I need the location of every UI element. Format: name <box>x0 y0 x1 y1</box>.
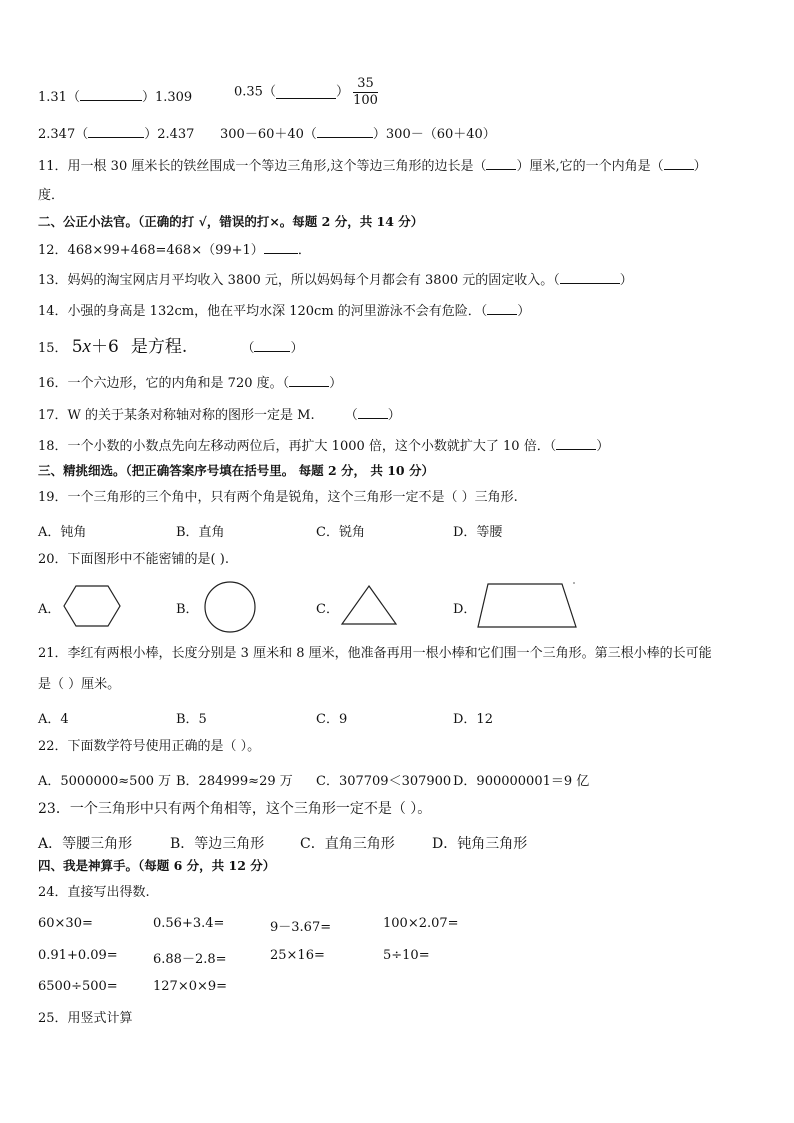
question-20: 20．下面图形中不能密铺的是( ). <box>38 552 229 567</box>
calc-item: 0.56+3.4= <box>153 916 225 931</box>
answer-blank[interactable] <box>254 340 290 352</box>
answer-blank[interactable] <box>560 272 620 284</box>
q19-option-b[interactable]: B．直角 <box>176 525 225 540</box>
answer-blank[interactable] <box>289 375 329 387</box>
expression: 5x＋6 <box>71 336 119 357</box>
question-18: 18．一个小数的小数点先向左移动两位后，再扩大 1000 倍，这个小数就扩大了 10 倍．（ ） <box>38 439 610 454</box>
question-21-line1: 21．李红有两根小棒，长度分别是 3 厘米和 8 厘米，他准备再用一根小棒和它们围一个三角形。第三根小棒的长可能 <box>38 646 712 661</box>
question-24: 24．直接写出得数. <box>38 885 150 900</box>
compare-row-1a: 1.31（ ）1.309 <box>38 90 193 105</box>
trapezoid-shape <box>474 579 580 631</box>
question-16: 16．一个六边形，它的内角和是 720 度。（ ） <box>38 376 343 391</box>
q23-option-b[interactable]: B．等边三角形 <box>170 836 265 852</box>
q20-option-c-label[interactable]: C． <box>316 602 339 617</box>
question-25: 25．用竖式计算 <box>38 1011 133 1026</box>
answer-blank[interactable] <box>276 87 336 99</box>
answer-blank[interactable] <box>556 438 596 450</box>
compare-row-1b: 0.35（ ） $\frac{35}{100}$ <box>234 76 378 108</box>
fraction: $\frac{35}{100}$ <box>353 76 378 108</box>
calc-item: 60×30= <box>38 916 93 931</box>
circle-shape <box>203 580 257 634</box>
calc-item: 6.88－2.8= <box>153 952 227 967</box>
answer-blank[interactable] <box>264 242 298 254</box>
q22-option-d[interactable]: D．900000001＝9 亿 <box>453 774 590 789</box>
q19-option-d[interactable]: D．等腰 <box>453 525 503 540</box>
q21-option-c[interactable]: C．9 <box>316 712 348 727</box>
question-14: 14．小强的身高是 132cm，他在平均水深 120cm 的河里游泳不会有危险．（ ） <box>38 304 531 319</box>
question-17: 17．W 的关于某条对称轴对称的图形一定是 M. （ ） <box>38 408 401 423</box>
question-19: 19．一个三角形的三个角中，只有两个角是锐角，这个三角形一定不是（ ）三角形. <box>38 490 518 505</box>
compare-row-2a: 2.347（ ）2.437 <box>38 127 195 142</box>
question-11-line2: 度． <box>38 188 65 203</box>
answer-blank[interactable] <box>486 158 516 170</box>
calc-item: 9－3.67= <box>270 920 332 935</box>
answer-blank[interactable] <box>88 126 144 138</box>
q21-option-a[interactable]: A．4 <box>38 712 69 727</box>
calc-item: 100×2.07= <box>383 916 459 931</box>
triangle-shape <box>339 584 399 626</box>
q23-option-d[interactable]: D．钝角三角形 <box>432 836 528 852</box>
question-22: 22．下面数学符号使用正确的是（ ）。 <box>38 739 261 754</box>
q19-option-a[interactable]: A．钝角 <box>38 525 87 540</box>
hexagon-shape <box>62 584 122 628</box>
q21-option-b[interactable]: B．5 <box>176 712 207 727</box>
answer-blank[interactable] <box>317 126 373 138</box>
question-21-line2: 是（ ）厘米。 <box>38 677 121 692</box>
calc-item: 6500÷500= <box>38 979 118 994</box>
answer-blank[interactable] <box>487 303 517 315</box>
compare-row-2b: 300－60＋40（ ）300－（60＋40） <box>220 127 496 142</box>
q20-option-a-label[interactable]: A． <box>38 602 61 617</box>
q21-option-d[interactable]: D．12 <box>453 712 493 727</box>
question-12: 12．468×99+468=468×（99+1） ． <box>38 243 311 258</box>
calc-item: 127×0×9= <box>153 979 228 994</box>
q22-option-b[interactable]: B．284999≈29 万 <box>176 774 293 789</box>
q20-option-b-label[interactable]: B． <box>176 602 199 617</box>
answer-blank[interactable] <box>664 158 694 170</box>
calc-item: 25×16= <box>270 948 325 963</box>
question-13: 13．妈妈的淘宝网店月平均收入 3800 元，所以妈妈每个月都会有 3800 元的固定收入。（ ） <box>38 273 633 288</box>
q22-option-a[interactable]: A．5000000≈500 万 <box>38 774 172 789</box>
calc-item: 0.91+0.09= <box>38 948 118 963</box>
question-11: 11．用一根 30 厘米长的铁丝围成一个等边三角形,这个等边三角形的边长是（ ）厘米,它的一个内角是（ ） <box>38 159 707 174</box>
calc-item: 5÷10= <box>383 948 430 963</box>
q20-option-d-label[interactable]: D． <box>453 602 477 617</box>
q23-option-a[interactable]: A．等腰三角形 <box>38 836 133 852</box>
q23-option-c[interactable]: C．直角三角形 <box>300 836 395 852</box>
answer-blank[interactable] <box>358 407 388 419</box>
section-3-title: 三、精挑细选。（把正确答案序号填在括号里。 每题 2 分， 共 10 分） <box>38 463 434 478</box>
q22-option-c[interactable]: C．307709＜307900 <box>316 774 452 789</box>
q19-option-c[interactable]: C．锐角 <box>316 525 365 540</box>
section-4-title: 四、我是神算手。（每题 6 分，共 12 分） <box>38 858 276 873</box>
section-2-title: 二、公正小法官。（正确的打 √，错误的打×。每题 2 分，共 14 分） <box>38 214 424 229</box>
question-15: 15． 5x＋6 是方程. （ ） <box>38 336 304 357</box>
question-23: 23．一个三角形中只有两个角相等，这个三角形一定不是（ ）。 <box>38 801 432 817</box>
answer-blank[interactable] <box>80 89 142 101</box>
